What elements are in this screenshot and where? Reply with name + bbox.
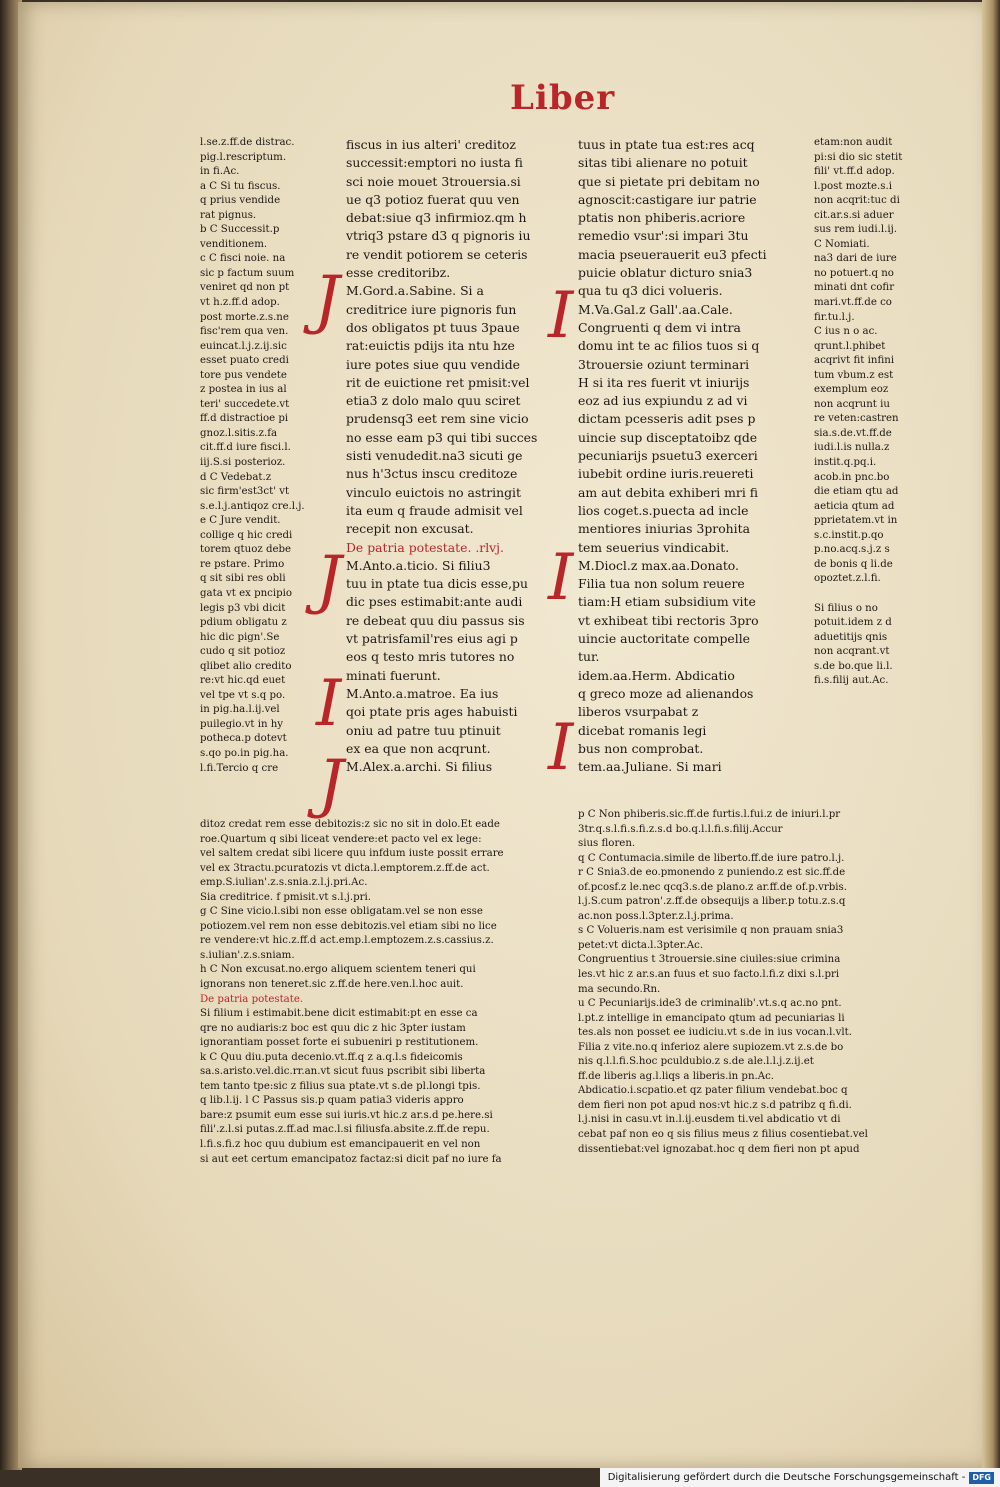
text-line: a C Si tu fiscus. (200, 180, 281, 192)
text-line: s.iulian'.z.s.sniam. (200, 949, 295, 961)
decorated-initial: I (548, 279, 574, 353)
text-line: idem.aa.Herm. Abdicatio (578, 667, 735, 683)
text-line: non acqrunt iu (814, 398, 890, 410)
text-line (814, 587, 918, 602)
text-line: tem tanto tpe:sic z filius sua ptate.vt s.de pl.longi tpis. (200, 1080, 481, 1092)
text-line: post morte.z.s.ne (200, 311, 289, 323)
text-line: fili'.z.l.si putas.z.ff.ad mac.l.si filiusfa.absite.z.ff.de repu. (200, 1124, 490, 1136)
text-line: e C Jure vendit. (200, 515, 281, 527)
text-line: cebat paf non eo q sis filius meus z filius cosentiebat.vel (578, 1129, 868, 1141)
text-line: rit de euictione ret pmisit:vel (346, 374, 530, 390)
text-line: M.Gord.a.Sabine. Si a (346, 283, 484, 299)
text-line: potiozem.vel rem non esse debitozis.vel etiam sibi no lice (200, 920, 497, 932)
text-line: ditoz credat rem esse debitozis:z sic no sit in dolo.Et eade (200, 819, 500, 830)
text-line: re veten:castren (814, 413, 899, 425)
text-line: creditrice iure pignoris fun (346, 301, 517, 317)
text-line: vel ex 3tractu.pcuratozis vt dicta.l.emptorem.z.ff.de act. (200, 862, 490, 874)
text-line: oniu ad patre tuu ptinuit (346, 722, 501, 738)
text-line: tuus in ptate tua est:res acq (578, 137, 755, 152)
text-line: tiam:H etiam subsidium vite (578, 594, 756, 610)
text-line: emp.S.iulian'.z.s.snia.z.l.j.pri.Ac. (200, 877, 368, 889)
text-line: successit:emptori no iusta fi (346, 155, 523, 171)
text-line: acob.in pnc.bo (814, 471, 890, 483)
text-line: pdium obligatu z (200, 617, 287, 629)
text-line: debat:siue q3 infirmioz.qm h (346, 210, 527, 226)
text-line: eos q testo mris tutores no (346, 649, 515, 665)
text-line: les.vt hic z ar.s.an fuus et suo facto.l.fi.z dixi s.l.pri (578, 969, 840, 981)
text-line: l.fi.Tercio q cre (200, 762, 279, 774)
text-line: sisti venudedit.na3 sicuti ge (346, 448, 523, 464)
text-line: vt h.z.ff.d adop. (200, 297, 280, 309)
text-line: puilegio.vt in hy (200, 718, 284, 730)
text-line: fisc'rem qua ven. (200, 326, 289, 338)
text-line: mari.vt.ff.de co (814, 297, 892, 309)
decorated-initial: I (548, 711, 574, 785)
text-line: lios coget.s.puecta ad incle (578, 502, 749, 518)
gloss-right-column (814, 136, 918, 724)
text-line: sia.s.de.vt.ff.de (814, 427, 892, 439)
text-line: dic pses estimabit:ante audi (346, 594, 523, 610)
text-line: qrunt.l.phibet (814, 340, 886, 352)
gloss-left-column (200, 136, 318, 816)
text-line: ptatis non phiberis.acriore (578, 210, 746, 226)
text-line: l.j.nisi in casu.vt in.l.ij.eusdem ti.vel abdicatio vt di (578, 1114, 841, 1126)
text-line: d C Vedebat.z (200, 471, 272, 483)
text-line: gata vt ex pncipio (200, 587, 293, 599)
text-line: Sia creditrice. f pmisit.vt s.l.j.pri. (200, 891, 371, 903)
text-line: recepit non excusat. (346, 521, 474, 537)
text-line: Abdicatio.i.scpatio.et qz pater filium vendebat.boc q (578, 1085, 848, 1097)
text-line: s.c.instit.p.qo (814, 529, 884, 541)
text-line: l.pt.z intellige in emancipato qtum ad pecuniarias li (578, 1012, 845, 1024)
text-line: potheca.p dotevt (200, 733, 287, 745)
text-line: dicebat romanis legi (578, 722, 707, 738)
text-line: minati dnt cofir (814, 282, 895, 294)
text-line: s.e.l.j.antiqoz cre.l.j. (200, 500, 305, 512)
text-line: roe.Quartum q sibi liceat vendere:et pacto vel ex lege: (200, 833, 482, 845)
text-line: ma secundo.Rn. (578, 983, 661, 995)
text-line: M.Diocl.z max.aa.Donato. (578, 557, 739, 573)
text-line: qre no audiaris:z boc est quu dic z hic 3pter iustam (200, 1022, 466, 1034)
text-line: l.j.S.cum patron'.z.ff.de obsequijs a liber.p totu.z.s.q (578, 896, 846, 908)
text-line: Filia tua non solum reuere (578, 576, 745, 592)
text-line: ff.d distractioe pi (200, 413, 289, 425)
text-line: M.Anto.a.ticio. Si filiu3 (346, 557, 491, 573)
text-line: iij.S.si posterioz. (200, 457, 286, 469)
text-line: nis q.l.l.fi.S.hoc pculdubio.z s.de ale.l.l.j.z.ij.et (578, 1056, 814, 1068)
text-line: petet:vt dicta.l.3pter.Ac. (578, 939, 704, 951)
text-line: no esse eam p3 qui tibi succes (346, 429, 538, 445)
decorated-initial: J (318, 747, 344, 821)
main-text-column-a (346, 136, 556, 804)
text-line: tem seuerius vindicabit. (578, 539, 730, 555)
text-line: euincat.l.j.z.ij.sic (200, 340, 287, 352)
text-line: dos obligatos pt tuus 3paue (346, 319, 520, 335)
text-line: non acqrant.vt (814, 646, 890, 658)
text-line: C ius n o ac. (814, 326, 878, 338)
decorated-initial: I (316, 667, 342, 741)
text-line: H si ita res fuerit vt iniurijs (578, 374, 750, 390)
text-line: sa.s.aristo.vel.dic.rr.an.vt sicut fuus pscribit sibi liberta (200, 1066, 486, 1078)
text-line: M.Anto.a.matroe. Ea ius (346, 685, 499, 701)
text-line: qoi ptate pris ages habuisti (346, 704, 518, 720)
text-line: tum vbum.z est (814, 369, 894, 381)
text-line: am aut debita exhiberi mri fi (578, 484, 759, 500)
text-line: pecuniarijs psuetu3 exerceri (578, 448, 758, 464)
text-line: cudo q sit potioz (200, 646, 286, 658)
text-line: gnoz.l.sitis.z.fa (200, 427, 278, 439)
dfg-logo: DFG (969, 1472, 994, 1484)
decorated-initial: J (316, 543, 342, 617)
text-line: minati fuerunt. (346, 667, 441, 683)
text-line: iure potes siue quu vendide (346, 356, 521, 372)
text-line: instit.q.pq.i. (814, 457, 877, 469)
text-line: prudensq3 eet rem sine vicio (346, 411, 529, 427)
text-line: of.pcosf.z le.nec qcq3.s.de plano.z ar.ff.de of.p.vrbis. (578, 881, 847, 893)
text-line: ignorantiam posset forte ei subueniri p restitutionem. (200, 1037, 479, 1049)
text-line: de bonis q li.de (814, 558, 893, 570)
digitization-footer (600, 1468, 1000, 1487)
text-line: fiscus in ius alteri' creditoz (346, 137, 516, 152)
text-line: teri' succedete.vt (200, 398, 290, 410)
text-line: vt patrisfamil'res eius agi p (346, 631, 518, 647)
text-line: re:vt hic.qd euet (200, 675, 286, 687)
text-line: venditionem. (200, 238, 268, 250)
text-line: re vendere:vt hic.z.ff.d act.emp.l.emptozem.z.s.cassius.z. (200, 935, 494, 947)
text-line: non acqrit:tuc di (814, 195, 900, 207)
text-line: in fi.Ac. (200, 166, 240, 178)
text-line: De patria potestate. .rlvj. (346, 539, 504, 555)
text-line: k C Quu diu.puta decenio.vt.ff.q z a.q.l.s fideicomis (200, 1051, 463, 1063)
text-line: mentiores iniurias 3prohita (578, 521, 750, 537)
text-line: esse creditoribz. (346, 265, 451, 281)
text-line: pi:si dio sic stetit (814, 151, 903, 163)
text-line: que si pietate pri debitam no (578, 173, 760, 189)
text-line: rat:euictis pdijs ita ntu hze (346, 338, 515, 354)
text-line: bare:z psumit eum esse sui iuris.vt hic.z ar.s.d pe.here.si (200, 1109, 493, 1121)
decorated-initial: I (548, 541, 574, 615)
text-line: g C Sine vicio.l.sibi non esse obligatam.vel se non esse (200, 906, 483, 918)
text-line: ignorans non teneret.sic z.ff.de here.ven.l.hoc auit. (200, 979, 464, 991)
text-line: ac.non poss.l.3pter.z.l.j.prima. (578, 910, 734, 922)
text-line: sic p factum suum (200, 267, 295, 279)
text-line: u C Pecuniarijs.ide3 de criminalib'.vt.s.q ac.no pnt. (578, 998, 842, 1010)
text-line: ue q3 potioz fuerat quu ven (346, 191, 520, 207)
text-line: s.de bo.que li.l. (814, 660, 893, 672)
text-line: macia pseuerauerit eu3 pfecti (578, 246, 767, 262)
text-line: potuit.idem z d (814, 617, 892, 629)
text-line: tem.aa.Juliane. Si mari (578, 759, 722, 775)
text-line: q sit sibi res obli (200, 573, 286, 585)
text-line: qlibet alio credito (200, 660, 292, 672)
text-line: sius floren. (578, 838, 636, 850)
text-line: c C fisci noie. na (200, 253, 286, 265)
text-line: dictam pcesseris adit pses p (578, 411, 756, 427)
text-line: l.se.z.ff.de distrac. (200, 137, 295, 148)
text-line: z postea in ius al (200, 384, 287, 396)
text-line: q lib.l.ij. l C Passus sis.p quam patia3 videris appro (200, 1095, 464, 1107)
text-line: etia3 z dolo malo quu sciret (346, 393, 521, 409)
text-line: veniret qd non pt (200, 282, 290, 294)
text-line: etam:non audit (814, 137, 893, 148)
text-line: sitas tibi alienare no potuit (578, 155, 748, 171)
text-line: 3trouersie oziunt terminari (578, 356, 750, 372)
text-line: tes.als non posset ee iudiciu.vt s.de in ius vocan.l.vlt. (578, 1027, 853, 1039)
text-line: bus non comprobat. (578, 740, 704, 756)
gloss-bottom-left-column (200, 818, 550, 1196)
text-line: iubebit ordine iuris.reuereti (578, 466, 754, 482)
text-line: collige q hic credi (200, 529, 293, 541)
text-line: agnoscit:castigare iur patrie (578, 191, 757, 207)
text-line: remedio vsur':si impari 3tu (578, 228, 749, 244)
text-line: si aut eet certum emancipatoz factaz:si dicit paf no iure fa (200, 1153, 502, 1165)
decorated-initial: J (314, 263, 340, 337)
text-line: cit.ff.d iure fisci.l. (200, 442, 291, 454)
text-line: uincie sup disceptatoibz qde (578, 429, 758, 445)
text-line: fi.s.filij aut.Ac. (814, 675, 889, 687)
text-line: vt exhibeat tibi rectoris 3pro (578, 612, 759, 628)
text-line: esset puato credi (200, 355, 289, 367)
text-line: fili' vt.ff.d adop. (814, 166, 895, 178)
text-line: Si filium i estimabit.bene dicit estimabit:pt en esse ca (200, 1008, 478, 1020)
text-line: uincie auctoritate compelle (578, 631, 751, 647)
text-line: tur. (578, 649, 600, 665)
text-line: opoztet.z.l.fi. (814, 573, 881, 585)
text-line: pig.l.rescriptum. (200, 151, 287, 163)
main-text-column-b (578, 136, 790, 788)
text-line: ff.de liberis ag.l.liqs a liberis.in pn.Ac. (578, 1070, 775, 1082)
text-line: fir.tu.l.j. (814, 311, 855, 323)
text-line: nus h'3ctus inscu creditoze (346, 466, 518, 482)
text-line: vel tpe vt s.q po. (200, 689, 286, 701)
text-line: cit.ar.s.si aduer (814, 209, 894, 221)
text-line: acqrivt fit infini (814, 355, 895, 367)
text-line: 3tr.q.s.l.fi.s.fi.z.s.d bo.q.l.l.fi.s.filij.Accur (578, 823, 783, 835)
text-line: sic firm'est3ct' vt (200, 486, 290, 498)
page-edge (982, 0, 1000, 1470)
text-line: no potuert.q no (814, 267, 894, 279)
text-line: p.no.acq.s.j.z s (814, 544, 890, 556)
text-line: hic dic pign'.Se (200, 631, 280, 643)
text-line: Filia z vite.no.q inferioz alere supiozem.vt z.s.de bo (578, 1041, 844, 1053)
text-line: exemplum eoz (814, 384, 889, 396)
text-line: vel saltem credat sibi licere quu infdum iuste possit errare (200, 848, 504, 860)
text-line: De patria potestate. (200, 993, 304, 1005)
text-line: eoz ad ius expiundu z ad vi (578, 393, 748, 409)
text-line: Congruentius t 3trouersie.sine ciuiles:siue crimina (578, 954, 841, 966)
text-line: aeticia qtum ad (814, 500, 895, 512)
text-line: re pstare. Primo (200, 558, 285, 570)
text-line: in pig.ha.l.ij.vel (200, 704, 280, 716)
text-line: aduetitijs qnis (814, 631, 888, 643)
text-line: na3 dari de iure (814, 253, 897, 265)
text-line: re debeat quu diu passus sis (346, 612, 525, 628)
text-line: ita eum q fraude admisit vel (346, 502, 523, 518)
text-line: M.Va.Gal.z Gall'.aa.Cale. (578, 301, 733, 317)
text-line: dem fieri non pot apud nos:vt hic.z s.d patribz q fi.di. (578, 1099, 852, 1111)
text-line: vinculo euictois no astringit (346, 484, 521, 500)
text-line: dissentiebat:vel ignozabat.hoc q dem fieri non pt apud (578, 1143, 860, 1155)
text-line: sus rem iudi.l.ij. (814, 224, 898, 236)
text-line: puicie oblatur dicturo snia3 (578, 265, 753, 281)
text-line: torem qtuoz debe (200, 544, 292, 556)
text-line: re vendit potiorem se ceteris (346, 246, 528, 262)
text-line: vtriq3 pstare d3 q pignoris iu (346, 228, 531, 244)
text-line: q greco moze ad alienandos (578, 685, 754, 701)
text-line: domu int te ac filios tuos si q (578, 338, 760, 354)
text-line: pprietatem.vt in (814, 515, 898, 527)
text-line: b C Successit.p (200, 224, 280, 236)
running-head: Liber (510, 78, 616, 118)
text-line: s C Volueris.nam est verisimile q non prauam snia3 (578, 925, 844, 937)
text-line: Si filius o no (814, 602, 878, 614)
text-line: qua tu q3 dici volueris. (578, 283, 723, 299)
footer-credit-text: Digitalisierung gefördert durch die Deutsche Forschungsgemeinschaft - (607, 1472, 966, 1483)
text-line: q prius vendide (200, 195, 281, 207)
text-line: C Nomiati. (814, 238, 870, 250)
text-line: liberos vsurpabat z (578, 704, 699, 720)
text-line: ex ea que non acqrunt. (346, 740, 491, 756)
gloss-bottom-right-column (578, 808, 918, 1184)
text-line: rat pignus. (200, 209, 257, 221)
text-line: M.Alex.a.archi. Si filius (346, 759, 493, 775)
text-line: tuu in ptate tua dicis esse,pu (346, 576, 528, 592)
text-line: legis p3 vbi dicit (200, 602, 286, 614)
text-line: q C Contumacia.simile de liberto.ff.de iure patro.l.j. (578, 852, 845, 864)
text-line: s.qo po.in pig.ha. (200, 747, 289, 759)
text-line: h C Non excusat.no.ergo aliquem scientem teneri qui (200, 964, 476, 976)
text-line: l.post mozte.s.i (814, 180, 892, 192)
text-line: l.fi.s.fi.z hoc quu dubium est emancipauerit en vel non (200, 1139, 481, 1151)
text-line: p C Non phiberis.sic.ff.de furtis.l.fui.z de iniuri.l.pr (578, 809, 841, 820)
text-line: die etiam qtu ad (814, 486, 899, 498)
text-line: iudi.l.is nulla.z (814, 442, 890, 454)
text-line: r C Snia3.de eo.pmonendo z puniendo.z est sic.ff.de (578, 867, 846, 879)
text-line: Congruenti q dem vi intra (578, 319, 741, 335)
text-line: tore pus vendete (200, 369, 287, 381)
text-line: sci noie mouet 3trouersia.si (346, 173, 521, 189)
